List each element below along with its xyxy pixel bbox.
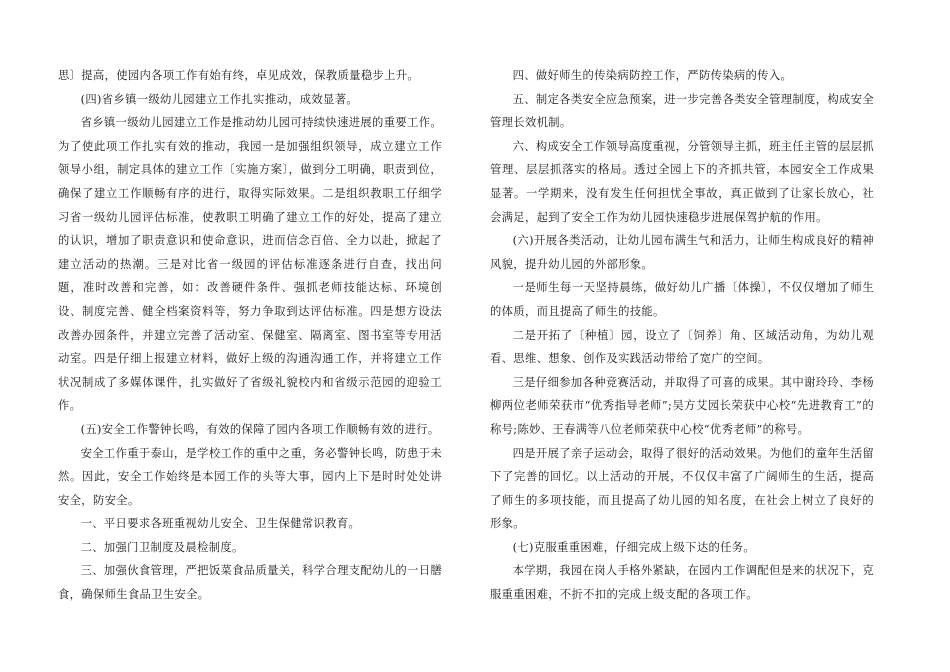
paragraph: 五、制定各类安全应急预案，进一步完善各类安全管理制度，构成安全管理长效机制。 xyxy=(490,92,874,130)
paragraph: 安全工作重于泰山，是学校工作的重中之重，务必警钟长鸣，防患于未然。因此，安全工作始终是本园工作的头等大事，园内上下是时时处处讲安全，防安全。 xyxy=(58,446,442,507)
paragraph: 一、平日要求各班重视幼儿安全、卫生保健常识教育。 xyxy=(80,517,361,531)
paragraph: (七)克服重重困难，仔细完成上级下达的任务。 xyxy=(512,540,756,554)
paragraph: 二是开拓了〔种植〕园，设立了〔饲养〕角、区域活动角，为幼儿观看、思维、想象、创作及实践活动带给了宽广的空间。 xyxy=(490,328,874,366)
paragraph: (四)省乡镇一级幼儿园建立工作扎实推动，成效显著。 xyxy=(80,92,358,106)
paragraph: 二、加强门卫制度及晨检制度。 xyxy=(80,540,244,554)
paragraph: 本学期，我园在岗人手格外紧缺，在园内工作调配但是来的状况下，克服重重困难，不折不扣的完成上级支配的各项工作。 xyxy=(490,564,874,602)
right-text-column xyxy=(490,64,874,607)
paragraph: 四、做好师生的传染病防控工作，严防传染病的传入。 xyxy=(512,69,793,82)
paragraph: (六)开展各类活动，让幼儿园布满生气和活力，让师生构成良好的精神风貌，提升幼儿园的外部形象。 xyxy=(490,234,874,271)
left-text-column xyxy=(58,64,442,607)
paragraph: 六、构成安全工作领导高度重视，分管领导主抓，班主任主管的层层抓管理、层层抓落实的格局。透过全园上下的齐抓共管，本园安全工作成果显著。一学期来，没有发生任何担忧全事故，真正做到了让家长放心，社会满足，起到了安全工作为幼儿园快速稳步进展保驾护航的作用。 xyxy=(490,139,874,224)
paragraph: 省乡镇一级幼儿园建立工作是推动幼儿园可持续快速进展的重要工作。为了使此项工作扎实有效的推动，我园一是加强组织领导，成立建立工作领导小组，制定具体的建立工作〔实施方案〕，做到分工明确，职责到位，确保了建立工作顺畅有序的进行，取得实际效果。二是组织教职工仔细学习省一级幼儿园评估标准，使教职工明确了建立工作的好处，提高了建立的认识，增加了职责意识和使命意识，进而信念百倍、全力以赴，掀起了建立活动的热潮。三是对比省一级园的评估标准逐条进行自查，找出问题，准时改善和完善，如：改善硬件条件、强抓老师技能达标、环境创设、制度完善、健全档案资料等，努力争取到达评估标准。四是想方设法改善办园条件，并建立完善了活动室、保健室、隔离室、图书室等专用活动室。四是仔细上报建立材料，做好上级的沟通沟通工作，并将建立工作状况制成了多媒体课件，扎实做好了省级礼貌校内和省级示范园的迎验工作。 xyxy=(58,116,442,413)
paragraph: 思〕提高，使园内各项工作有始有终，卓见成效，保教质量稳步上升。 xyxy=(58,69,420,82)
paragraph: 四是开展了亲子运动会，取得了很好的活动效果。为他们的童年生活留下了完善的回忆。以上活动的开展，不仅仅丰富了广阔师生的生活，提高了师生的多项技能，而且提高了幼儿园的知名度，在社会上树立了良好的形象。 xyxy=(490,446,874,531)
paragraph: 三是仔细参加各种竞赛活动，并取得了可喜的成果。其中谢玲玲、李杨柳两位老师荣获市“优秀指导老师”;吴方艾园长荣获中心校“先进教育工”的称号;陈妙、王春满等八位老师荣获中心校“优秀老师”的称号。 xyxy=(490,375,874,436)
paragraph: 三、加强伙食管理，严把饭菜食品质量关，科学合理支配幼儿的一日膳食，确保师生食品卫生安全。 xyxy=(58,564,442,602)
paragraph: 一是师生每一天坚持晨练，做好幼儿广播〔体操〕，不仅仅增加了师生的体质，而且提高了师生的技能。 xyxy=(490,281,874,318)
paragraph: (五)安全工作警钟长鸣，有效的保障了园内各项工作顺畅有效的进行。 xyxy=(80,422,440,436)
